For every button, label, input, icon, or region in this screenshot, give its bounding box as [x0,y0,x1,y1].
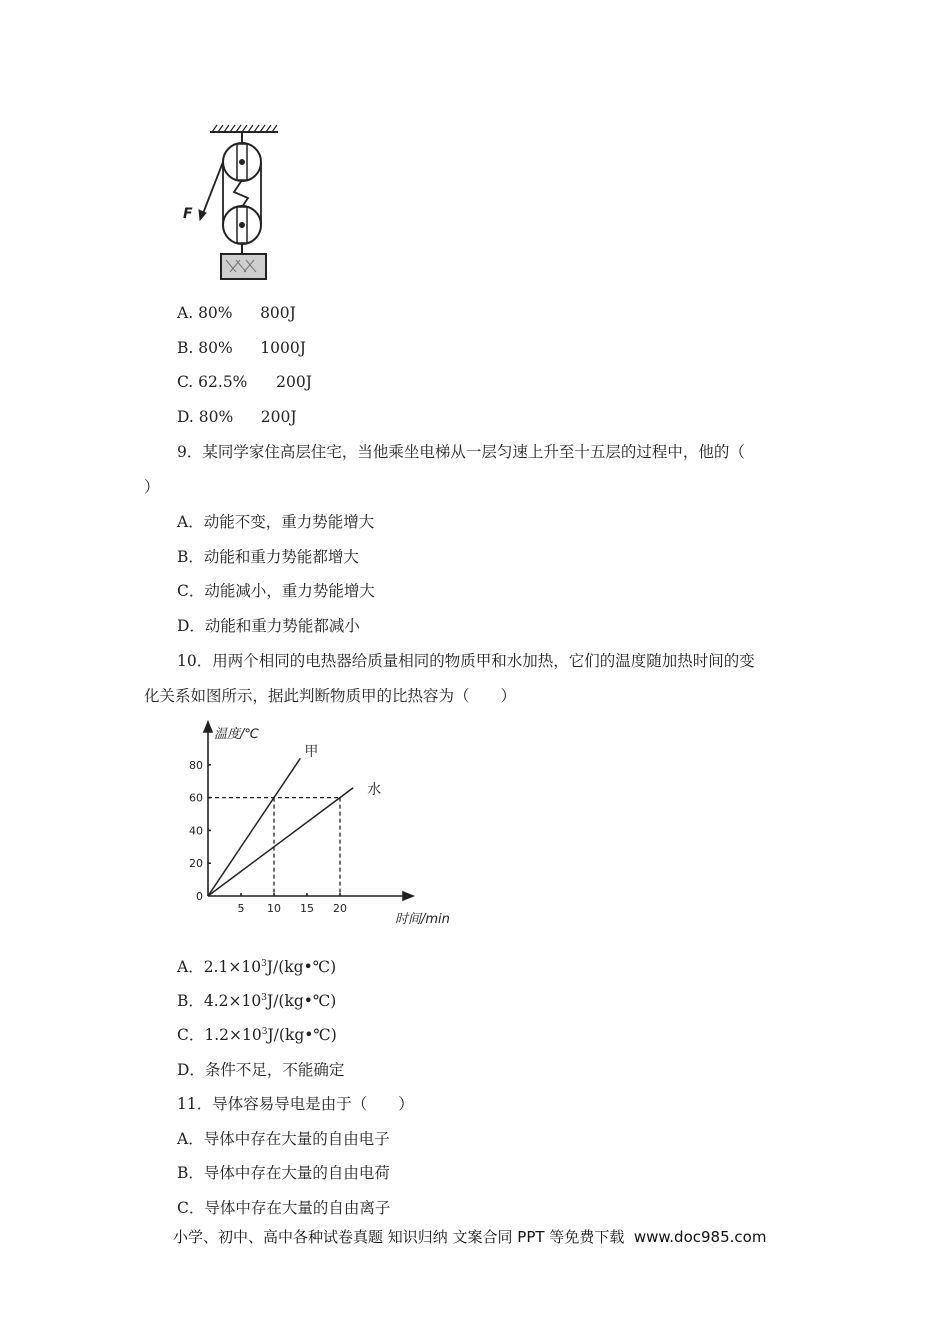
q11-option-c: C．导体中存在大量的自由离子 [177,1199,391,1217]
option-letter: A. [177,304,194,322]
option-value-2: 1000J [260,339,306,357]
y-axis-label: 温度/℃ [214,727,259,742]
q9-option-a: A．动能不变，重力势能增大 [177,513,375,531]
q9-option-d: D．动能和重力势能都减小 [177,617,360,635]
x-tick-label: 15 [300,902,314,915]
y-tick-label: 60 [189,791,203,805]
series-line-jia [208,758,300,896]
option-value-2: 200J [260,408,297,426]
page-footer[interactable]: 小学、初中、高中各种试卷真题 知识归纳 文案合同 PPT 等免费下载 www.doc985.com [173,1228,767,1246]
q8-option-b [177,338,306,358]
x-tick-label: 20 [333,902,347,915]
option-exponent: 3 [261,993,267,1003]
q10-stem-line1: 10．用两个相同的电热器给质量相同的物质甲和水加热，它们的温度随加热时间的变 [177,652,755,670]
option-prefix: C．1.2×10 [177,1026,262,1044]
option-value-1: 80% [198,408,234,426]
q10-option-c [177,1025,337,1045]
option-letter: B. [177,339,194,357]
option-exponent: 3 [261,959,267,969]
option-value-2: 200J [276,373,312,391]
weight-block [221,254,266,279]
q11-stem: 11．导体容易导电是由于（ ） [177,1095,414,1113]
option-value-1: 80% [198,339,233,357]
q9-option-b: B．动能和重力势能都增大 [177,548,359,566]
option-suffix: J/(kg•℃) [267,992,337,1010]
y-axis-arrow [204,722,212,732]
option-value-2: 800J [260,304,296,322]
option-letter: D. [177,408,194,426]
option-exponent: 3 [261,1027,268,1037]
option-suffix: J/(kg•℃) [267,1026,337,1044]
ceiling-hatch [212,125,277,132]
force-arrow-head [199,210,206,220]
q8-option-d [177,407,297,427]
q8-option-c [177,372,312,392]
q9-option-c: C．动能减小，重力势能增大 [177,582,375,600]
y-tick-label: 0 [196,890,203,903]
y-tick-label: 80 [189,758,203,772]
q10-stem-line2: 化关系如图所示，据此判断物质甲的比热容为（ ） [144,687,517,705]
x-tick-label: 10 [267,902,281,915]
q10-option-d [177,1060,344,1080]
option-suffix: J/(kg•℃) [266,958,337,976]
q8-option-a [177,303,296,323]
series-label: 水 [367,781,382,798]
q9-stem-line2: ） [144,478,160,496]
option-prefix: B．4.2×10 [177,992,262,1010]
option-value-1: 80% [198,304,233,322]
y-tick-label: 40 [189,824,203,838]
q10-option-b [177,991,336,1011]
q11-option-a: A．导体中存在大量的自由电子 [177,1130,390,1148]
q9-stem-line1: 9．某同学家住高层住宅，当他乘坐电梯从一层匀速上升至十五层的过程中，他的（ [177,443,745,461]
q10-option-a [177,957,336,977]
x-axis-arrow [403,892,413,900]
option-letter: C. [177,373,194,391]
force-rope [202,162,223,216]
x-tick-label: 5 [237,902,245,915]
option-value-1: 62.5% [198,373,248,391]
temperature-time-chart [180,716,460,931]
option-prefix: A．2.1×10 [177,958,262,976]
pulley-figure [180,122,290,287]
y-tick-label: 20 [189,857,203,871]
x-axis-label: 时间/min [395,912,450,927]
series-label: 甲 [304,744,319,761]
series-line-water [208,788,353,896]
force-label: F [183,206,193,222]
q11-option-b: B．导体中存在大量的自由电荷 [177,1164,390,1182]
option-prefix: D．条件不足，不能确定 [177,1061,345,1079]
